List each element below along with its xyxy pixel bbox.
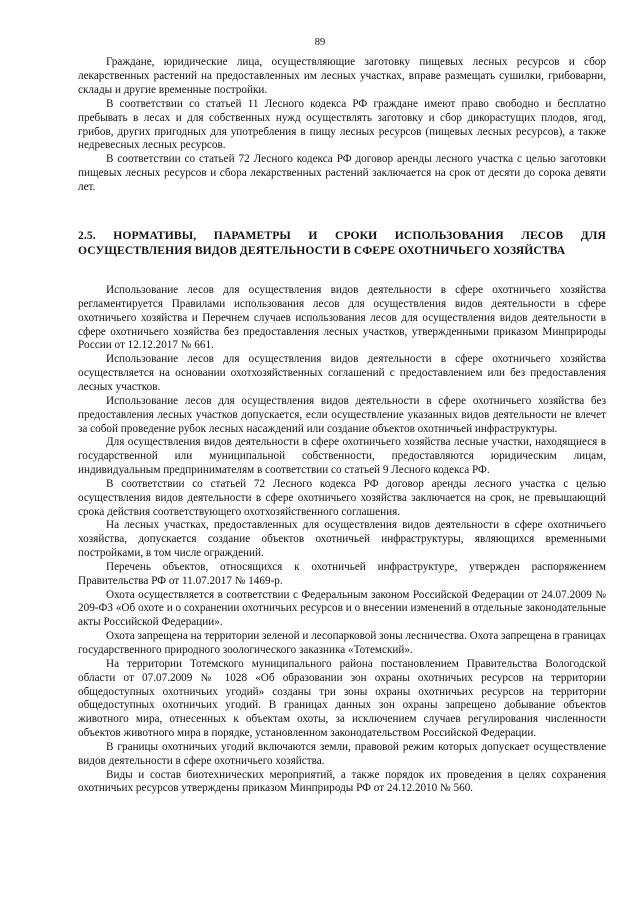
section-heading: 2.5. НОРМАТИВЫ, ПАРАМЕТРЫ И СРОКИ ИСПОЛЬЗОВАНИЯ ЛЕСОВ ДЛЯ ОСУЩЕСТВЛЕНИЯ ВИДОВ ДЕЯТЕЛЬНОСТИ В СФЕРЕ ОХОТНИЧЬЕГО ХОЗЯЙСТВА xyxy=(78,229,606,258)
section-body xyxy=(78,284,606,796)
paragraph: В границы охотничьих угодий включаются земли, правовой режим которых допускает осуществление видов деятельности в сфере охотничьего хозяйства. xyxy=(78,740,606,767)
paragraph: Для осуществления видов деятельности в сфере охотничьего хозяйства лесные участки, находящиеся в государственной или муниципальной собственности, предоставляются юридическим лицам, индивидуальным предпринимателям в соответствии со статьей 9 Лесного кодекса РФ. xyxy=(78,436,606,477)
paragraph: На лесных участках, предоставленных для осуществления видов деятельности в сфере охотничьего хозяйства, допускается создание объектов охотничьей инфраструктуры, являющихся временными постройками, в том числе ограждений. xyxy=(78,519,606,560)
paragraph: Граждане, юридические лица, осуществляющие заготовку пищевых лесных ресурсов и сбор лекарственных растений на предоставленных им лесных участках, вправе размещать сушилки, грибоварни, склады и другие временные постройки. xyxy=(78,56,606,96)
paragraph: В соответствии со статьей 72 Лесного кодекса РФ договор аренды лесного участка с целью заготовки пищевых лесных ресурсов и сбора лекарственных растений заключается на срок от десяти до сорока девяти лет. xyxy=(78,153,606,194)
paragraph: В соответствии со статьей 11 Лесного кодекса РФ граждане имеют право свободно и бесплатно пребывать в лесах и для собственных нужд осуществлять заготовку и сбор дикорастущих плодов, ягод, грибов, других пригодных для употребления в пищу лесных ресурсов (пищевых лесных ресурсов), а также недревесных лесных ресурсов. xyxy=(78,97,606,152)
page-number: 89 xyxy=(314,37,326,48)
paragraph: В соответствии со статьей 72 Лесного кодекса РФ договор аренды лесного участка с целью осуществления видов деятельности в сфере охотничьего хозяйства заключается на срок, не превышающий срока действия соответствующего охотхозяйственного соглашения. xyxy=(78,477,606,518)
paragraph: Перечень объектов, относящихся к охотничьей инфраструктуре, утвержден распоряжением Правительства РФ от 11.07.2017 № 1469-р. xyxy=(78,560,606,587)
page-content xyxy=(78,56,606,796)
intro-block xyxy=(78,56,606,195)
paragraph: Виды и состав биотехнических мероприятий, а также порядок их проведения в целях сохранения охотничьих ресурсов утверждены приказом Минприроды РФ от 24.12.2010 № 560. xyxy=(78,768,606,795)
paragraph: На территории Тотемского муниципального района постановлением Правительства Вологодской области от 07.07.2009 № 1028 «Об образовании зон охраны охотничьих ресурсов на территории общедоступных охотничьих угодий» созданы три зоны охраны охотничьих ресурсов на территории общедоступных охотничьих угодий. В границах данных зон охраны запрещено добывание объектов животного мира, отнесенных к объектам охоты, за исключением случаев регулирования численности объектов животного мира в порядке, установленном законодательством Российской Федерации. xyxy=(78,657,606,740)
paragraph: Использование лесов для осуществления видов деятельности в сфере охотничьего хозяйства осуществляется на основании охотхозяйственных соглашений с предоставлением или без предоставления лесных участков. xyxy=(78,353,606,393)
paragraph: Охота осуществляется в соответствии с Федеральным законом Российской Федерации от 24.07.2009 № 209-ФЗ «Об охоте и о сохранении охотничьих ресурсов и о внесении изменений в отдельные законодательные акты Российской Федерации». xyxy=(78,588,606,629)
paragraph: Охота запрещена на территории зеленой и лесопарковой зоны лесничества. Охота запрещена в границах государственного природного зоологического заказника «Тотемский». xyxy=(78,630,606,656)
paragraph: Использование лесов для осуществления видов деятельности в сфере охотничьего хозяйства без предоставления лесных участков допускается, если осуществление указанных видов деятельности не влечет за собой проведение рубок лесных насаждений или создание объектов охотничьей инфраструктуры. xyxy=(78,394,606,435)
paragraph: Использование лесов для осуществления видов деятельности в сфере охотничьего хозяйства регламентируется Правилами использования лесов для осуществления видов деятельности в сфере охотничьего хозяйства и Перечнем случаев использования лесов для осуществления видов деятельности в сфере охотничьего хозяйства без предоставления лесных участков, утвержденными приказом Минприроды России от 12.12.2017 № 661. xyxy=(78,284,606,352)
